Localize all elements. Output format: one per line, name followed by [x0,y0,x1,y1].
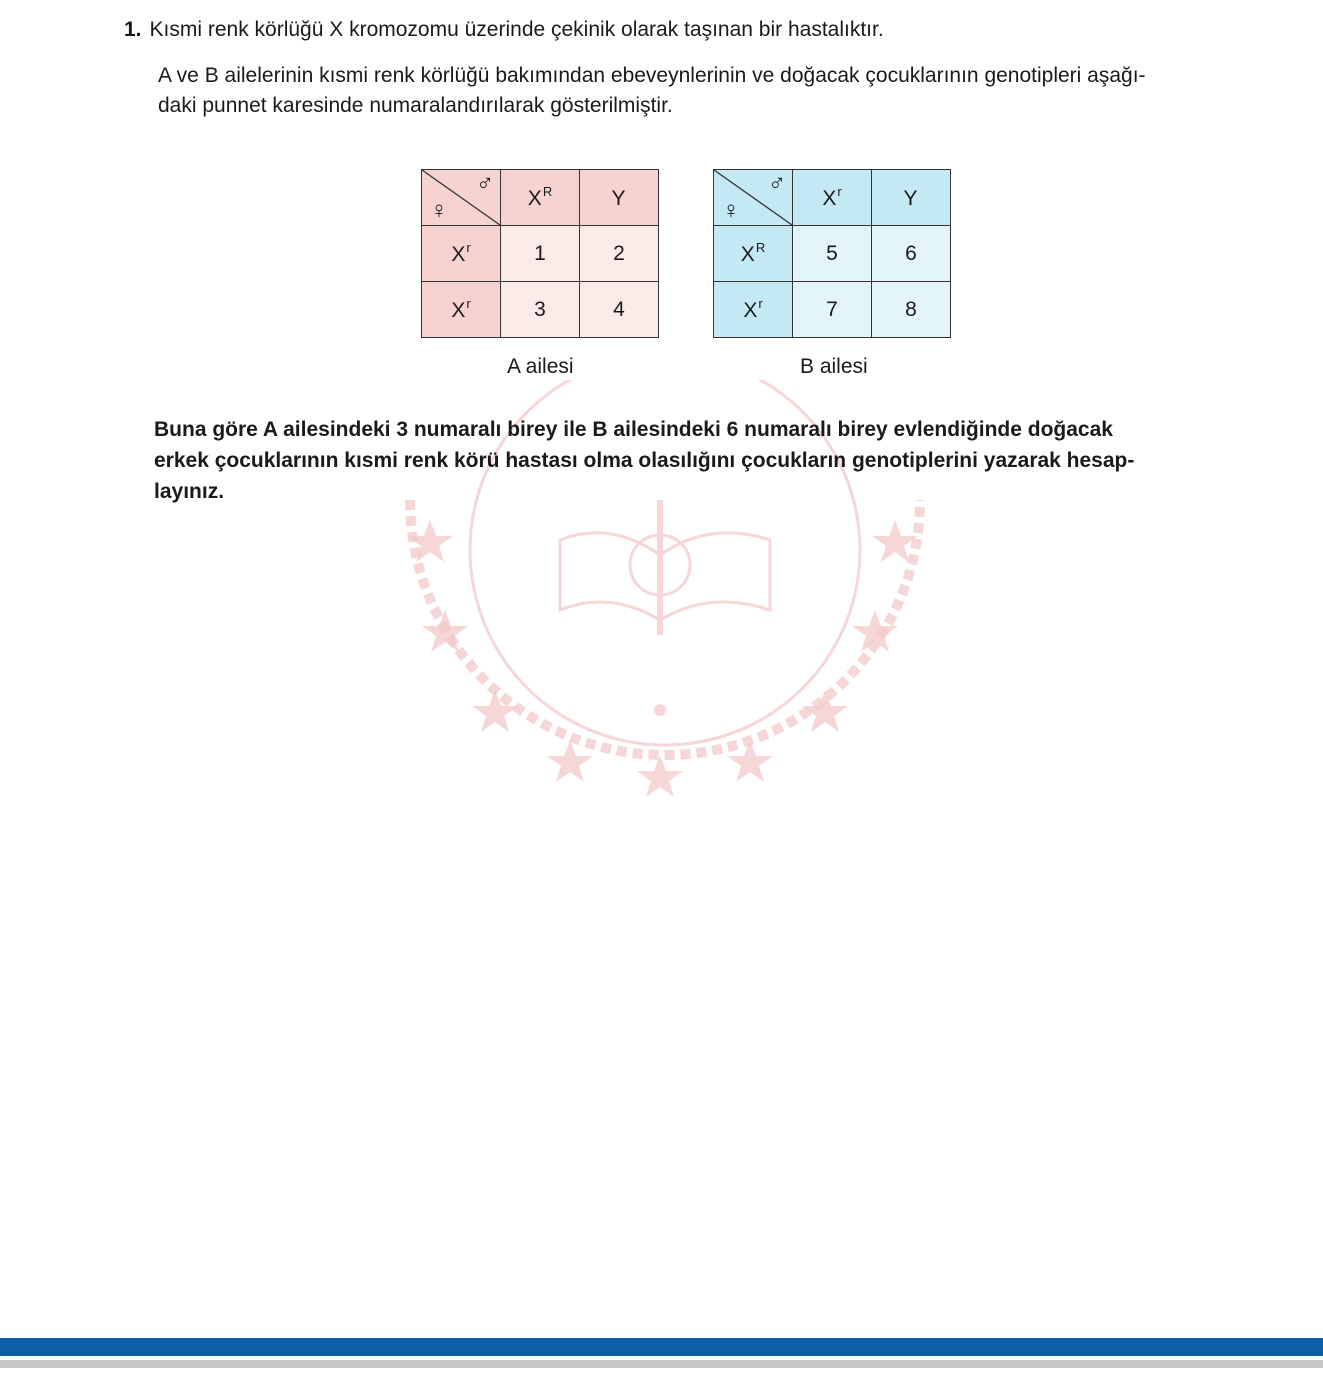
offspring-cell-8: 8 [872,282,951,338]
punnett-square-family-a [421,169,659,338]
female-allele-b-2: $X^r$ [714,282,793,338]
female-symbol-icon: ♀ [722,197,740,224]
female-allele-b-1: $X^R$ [714,226,793,282]
question-prompt [154,414,1214,507]
prompt-line-3: layınız. [154,480,225,503]
footer-bar-primary [0,1338,1323,1356]
offspring-cell-5: 5 [793,226,872,282]
offspring-cell-1: 1 [501,226,580,282]
offspring-cell-6: 6 [872,226,951,282]
intro-line-2: daki punnet karesinde numaralandırılarak gösterilmiştir. [158,94,673,117]
male-allele-b-1: $X^r$ [793,170,872,226]
male-allele-b-2: Y [872,170,951,226]
offspring-cell-4: 4 [580,282,659,338]
question-intro [158,61,1218,121]
offspring-cell-7: 7 [793,282,872,338]
offspring-cell-2: 2 [580,226,659,282]
caption-family-b: B ailesi [800,355,868,378]
caption-family-a: A ailesi [507,355,574,378]
prompt-line-2: erkek çocuklarının kısmi renk körü hastası olma olasılığını çocukların genotiplerini yazarak hesap- [154,449,1135,472]
male-allele-a-1: $X^R$ [501,170,580,226]
question-statement-line [124,17,884,43]
male-allele-a-2: Y [580,170,659,226]
punnett-square-family-b [713,169,951,338]
punnett-corner-b [714,170,793,226]
question-statement: Kısmi renk körlüğü X kromozomu üzerinde çekinik olarak taşınan bir hastalıktır. [149,18,884,41]
female-symbol-icon: ♀ [430,197,448,224]
prompt-line-1: Buna göre A ailesindeki 3 numaralı birey ile B ailesindeki 6 numaralı birey evlendiğinde doğacak [154,418,1113,441]
female-allele-a-1: $X^r$ [422,226,501,282]
male-symbol-icon: ♂ [768,170,786,197]
female-allele-a-2: $X^r$ [422,282,501,338]
intro-line-1: A ve B ailelerinin kısmi renk körlüğü bakımından ebeveynlerinin ve doğacak çocuklarının genotipleri aşağı- [158,64,1146,87]
offspring-cell-3: 3 [501,282,580,338]
male-symbol-icon: ♂ [476,170,494,197]
punnett-corner-a [422,170,501,226]
footer-bar-secondary [0,1360,1323,1368]
question-number: 1. [124,18,142,41]
